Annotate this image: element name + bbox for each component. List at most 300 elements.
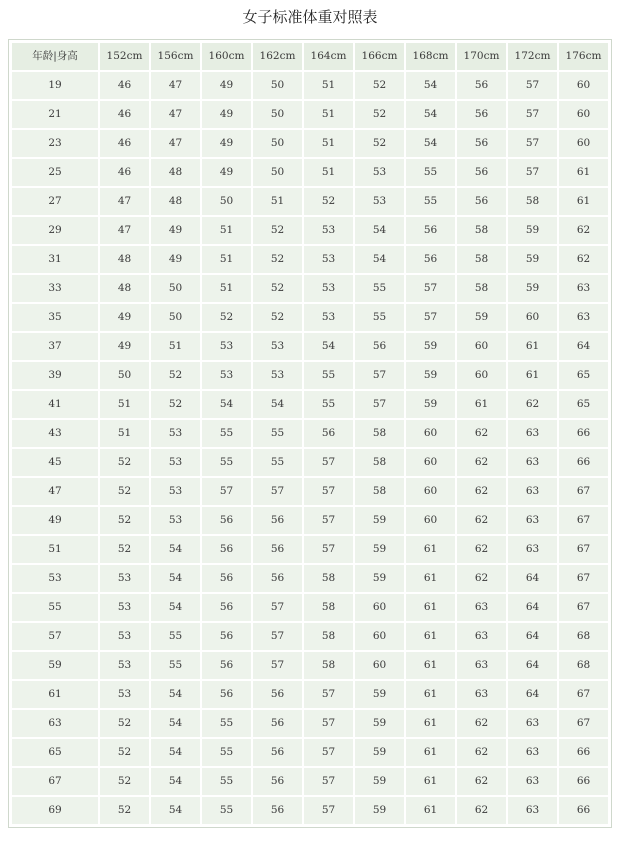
weight-cell: 53	[151, 478, 200, 505]
weight-cell: 62	[457, 449, 506, 476]
weight-cell: 62	[508, 391, 557, 418]
weight-cell: 59	[355, 565, 404, 592]
weight-cell: 60	[559, 101, 608, 128]
weight-cell: 60	[355, 652, 404, 679]
column-header: 172cm	[508, 43, 557, 70]
weight-cell: 55	[202, 449, 251, 476]
age-cell: 47	[12, 478, 98, 505]
table-row	[12, 304, 608, 331]
weight-cell: 51	[100, 391, 149, 418]
weight-cell: 49	[151, 246, 200, 273]
weight-cell: 48	[151, 159, 200, 186]
age-cell: 63	[12, 710, 98, 737]
weight-cell: 63	[508, 507, 557, 534]
table-row	[12, 333, 608, 360]
weight-cell: 56	[253, 681, 302, 708]
weight-cell: 55	[202, 768, 251, 795]
weight-cell: 58	[304, 652, 353, 679]
table-row	[12, 710, 608, 737]
column-header: 152cm	[100, 43, 149, 70]
age-cell: 65	[12, 739, 98, 766]
weight-cell: 61	[406, 565, 455, 592]
weight-cell: 62	[559, 246, 608, 273]
weight-cell: 63	[457, 681, 506, 708]
weight-cell: 52	[100, 536, 149, 563]
weight-cell: 57	[304, 739, 353, 766]
age-cell: 43	[12, 420, 98, 447]
weight-cell: 57	[304, 478, 353, 505]
weight-cell: 63	[508, 739, 557, 766]
age-cell: 45	[12, 449, 98, 476]
weight-cell: 56	[457, 130, 506, 157]
column-header: 176cm	[559, 43, 608, 70]
weight-cell: 54	[151, 594, 200, 621]
weight-cell: 57	[253, 652, 302, 679]
weight-cell: 57	[253, 594, 302, 621]
weight-cell: 52	[100, 797, 149, 824]
table-row	[12, 391, 608, 418]
weight-cell: 63	[457, 623, 506, 650]
weight-cell: 50	[100, 362, 149, 389]
weight-cell: 55	[151, 652, 200, 679]
weight-cell: 66	[559, 739, 608, 766]
weight-cell: 67	[559, 681, 608, 708]
weight-cell: 56	[253, 565, 302, 592]
weight-cell: 56	[406, 246, 455, 273]
weight-cell: 67	[559, 710, 608, 737]
weight-table	[10, 41, 610, 826]
weight-cell: 52	[100, 739, 149, 766]
weight-cell: 61	[559, 188, 608, 215]
weight-cell: 57	[253, 478, 302, 505]
weight-cell: 56	[253, 536, 302, 563]
weight-cell: 63	[559, 275, 608, 302]
weight-cell: 62	[457, 536, 506, 563]
table-row	[12, 275, 608, 302]
weight-cell: 59	[508, 217, 557, 244]
weight-cell: 58	[508, 188, 557, 215]
weight-cell: 67	[559, 594, 608, 621]
weight-cell: 60	[559, 130, 608, 157]
weight-cell: 50	[253, 72, 302, 99]
weight-cell: 59	[355, 507, 404, 534]
weight-cell: 66	[559, 797, 608, 824]
weight-cell: 56	[304, 420, 353, 447]
weight-cell: 60	[406, 478, 455, 505]
weight-cell: 54	[151, 681, 200, 708]
age-cell: 25	[12, 159, 98, 186]
weight-cell: 67	[559, 507, 608, 534]
weight-cell: 60	[559, 72, 608, 99]
age-cell: 53	[12, 565, 98, 592]
weight-cell: 62	[559, 217, 608, 244]
weight-cell: 46	[100, 101, 149, 128]
weight-cell: 55	[202, 710, 251, 737]
age-cell: 27	[12, 188, 98, 215]
weight-cell: 51	[304, 159, 353, 186]
age-cell: 31	[12, 246, 98, 273]
weight-cell: 53	[100, 623, 149, 650]
weight-cell: 62	[457, 768, 506, 795]
weight-cell: 51	[253, 188, 302, 215]
weight-cell: 56	[457, 159, 506, 186]
weight-cell: 56	[253, 739, 302, 766]
weight-cell: 57	[355, 362, 404, 389]
weight-cell: 57	[406, 304, 455, 331]
table-row	[12, 449, 608, 476]
weight-cell: 53	[202, 333, 251, 360]
age-cell: 21	[12, 101, 98, 128]
age-cell: 33	[12, 275, 98, 302]
weight-cell: 54	[406, 101, 455, 128]
weight-cell: 64	[508, 681, 557, 708]
header-age-height: 年龄|身高	[12, 43, 98, 70]
table-body	[12, 72, 608, 824]
weight-cell: 60	[406, 449, 455, 476]
weight-cell: 55	[202, 420, 251, 447]
weight-cell: 46	[100, 159, 149, 186]
weight-cell: 54	[304, 333, 353, 360]
table-row	[12, 565, 608, 592]
weight-cell: 56	[202, 507, 251, 534]
weight-cell: 53	[100, 565, 149, 592]
weight-cell: 51	[304, 72, 353, 99]
weight-cell: 54	[151, 768, 200, 795]
weight-cell: 55	[406, 159, 455, 186]
age-cell: 57	[12, 623, 98, 650]
column-header: 170cm	[457, 43, 506, 70]
weight-cell: 58	[457, 275, 506, 302]
weight-cell: 67	[559, 478, 608, 505]
weight-cell: 57	[304, 768, 353, 795]
weight-cell: 56	[202, 623, 251, 650]
weight-cell: 60	[406, 420, 455, 447]
weight-cell: 49	[151, 217, 200, 244]
weight-cell: 61	[559, 159, 608, 186]
weight-cell: 54	[151, 739, 200, 766]
weight-cell: 56	[355, 333, 404, 360]
table-row	[12, 768, 608, 795]
weight-cell: 66	[559, 768, 608, 795]
weight-cell: 51	[304, 101, 353, 128]
weight-cell: 59	[355, 681, 404, 708]
weight-cell: 54	[151, 710, 200, 737]
weight-cell: 52	[100, 449, 149, 476]
weight-cell: 63	[508, 710, 557, 737]
weight-cell: 64	[559, 333, 608, 360]
weight-cell: 62	[457, 478, 506, 505]
weight-cell: 47	[100, 217, 149, 244]
weight-cell: 49	[202, 130, 251, 157]
weight-cell: 64	[508, 565, 557, 592]
weight-cell: 61	[508, 362, 557, 389]
weight-cell: 56	[253, 507, 302, 534]
weight-cell: 49	[202, 101, 251, 128]
table-row	[12, 594, 608, 621]
weight-cell: 50	[253, 101, 302, 128]
weight-cell: 59	[457, 304, 506, 331]
weight-cell: 47	[151, 130, 200, 157]
weight-cell: 58	[457, 217, 506, 244]
weight-cell: 57	[253, 623, 302, 650]
weight-cell: 53	[355, 159, 404, 186]
weight-cell: 55	[304, 391, 353, 418]
weight-cell: 53	[151, 507, 200, 534]
weight-cell: 56	[457, 188, 506, 215]
column-header: 160cm	[202, 43, 251, 70]
weight-table-container	[8, 39, 612, 828]
weight-cell: 61	[406, 536, 455, 563]
weight-cell: 50	[253, 130, 302, 157]
weight-cell: 48	[151, 188, 200, 215]
weight-cell: 54	[355, 246, 404, 273]
weight-cell: 54	[406, 72, 455, 99]
weight-cell: 59	[355, 536, 404, 563]
weight-cell: 53	[304, 275, 353, 302]
weight-cell: 59	[355, 768, 404, 795]
weight-cell: 54	[202, 391, 251, 418]
weight-cell: 56	[253, 710, 302, 737]
table-row	[12, 536, 608, 563]
weight-cell: 52	[253, 246, 302, 273]
weight-cell: 58	[457, 246, 506, 273]
weight-cell: 63	[457, 594, 506, 621]
weight-cell: 63	[508, 768, 557, 795]
weight-cell: 53	[100, 652, 149, 679]
weight-cell: 62	[457, 507, 506, 534]
weight-cell: 62	[457, 739, 506, 766]
weight-cell: 55	[406, 188, 455, 215]
weight-cell: 57	[304, 681, 353, 708]
weight-cell: 55	[253, 449, 302, 476]
weight-cell: 47	[100, 188, 149, 215]
age-cell: 23	[12, 130, 98, 157]
weight-cell: 61	[406, 652, 455, 679]
weight-cell: 54	[151, 536, 200, 563]
weight-cell: 53	[355, 188, 404, 215]
weight-cell: 62	[457, 565, 506, 592]
weight-cell: 50	[253, 159, 302, 186]
weight-cell: 58	[355, 420, 404, 447]
weight-cell: 68	[559, 623, 608, 650]
weight-cell: 61	[457, 391, 506, 418]
weight-cell: 52	[253, 304, 302, 331]
weight-cell: 52	[355, 130, 404, 157]
weight-cell: 59	[508, 246, 557, 273]
weight-cell: 59	[355, 739, 404, 766]
weight-cell: 51	[202, 246, 251, 273]
weight-cell: 57	[508, 72, 557, 99]
weight-cell: 49	[100, 304, 149, 331]
table-row	[12, 246, 608, 273]
age-cell: 37	[12, 333, 98, 360]
weight-cell: 46	[100, 130, 149, 157]
column-header: 156cm	[151, 43, 200, 70]
weight-cell: 53	[151, 420, 200, 447]
weight-cell: 54	[355, 217, 404, 244]
table-row	[12, 188, 608, 215]
weight-cell: 61	[406, 739, 455, 766]
weight-cell: 59	[355, 710, 404, 737]
weight-cell: 58	[355, 478, 404, 505]
weight-cell: 50	[202, 188, 251, 215]
weight-cell: 55	[151, 623, 200, 650]
weight-cell: 53	[253, 362, 302, 389]
weight-cell: 59	[508, 275, 557, 302]
weight-cell: 50	[151, 275, 200, 302]
weight-cell: 48	[100, 275, 149, 302]
table-row	[12, 420, 608, 447]
age-cell: 67	[12, 768, 98, 795]
weight-cell: 53	[202, 362, 251, 389]
weight-cell: 68	[559, 652, 608, 679]
weight-cell: 62	[457, 710, 506, 737]
column-header: 168cm	[406, 43, 455, 70]
weight-cell: 55	[355, 304, 404, 331]
weight-cell: 58	[355, 449, 404, 476]
table-row	[12, 623, 608, 650]
age-cell: 59	[12, 652, 98, 679]
weight-cell: 56	[457, 72, 506, 99]
weight-cell: 57	[202, 478, 251, 505]
age-cell: 41	[12, 391, 98, 418]
weight-cell: 56	[202, 536, 251, 563]
weight-cell: 53	[151, 449, 200, 476]
weight-cell: 51	[100, 420, 149, 447]
weight-cell: 63	[508, 536, 557, 563]
weight-cell: 61	[406, 768, 455, 795]
weight-cell: 52	[304, 188, 353, 215]
weight-cell: 67	[559, 565, 608, 592]
weight-cell: 49	[202, 72, 251, 99]
weight-cell: 66	[559, 449, 608, 476]
age-cell: 35	[12, 304, 98, 331]
age-cell: 61	[12, 681, 98, 708]
weight-cell: 51	[202, 275, 251, 302]
weight-cell: 52	[151, 391, 200, 418]
weight-cell: 56	[253, 768, 302, 795]
weight-cell: 50	[151, 304, 200, 331]
weight-cell: 56	[457, 101, 506, 128]
weight-cell: 65	[559, 362, 608, 389]
weight-cell: 63	[508, 478, 557, 505]
weight-cell: 55	[202, 797, 251, 824]
table-row	[12, 478, 608, 505]
weight-cell: 59	[406, 391, 455, 418]
weight-cell: 62	[457, 420, 506, 447]
weight-cell: 67	[559, 536, 608, 563]
weight-cell: 57	[355, 391, 404, 418]
weight-cell: 48	[100, 246, 149, 273]
weight-cell: 52	[355, 101, 404, 128]
weight-cell: 63	[508, 797, 557, 824]
weight-cell: 64	[508, 594, 557, 621]
weight-cell: 57	[304, 797, 353, 824]
weight-cell: 54	[253, 391, 302, 418]
weight-cell: 49	[100, 333, 149, 360]
age-cell: 55	[12, 594, 98, 621]
weight-cell: 57	[304, 536, 353, 563]
weight-cell: 57	[304, 449, 353, 476]
weight-cell: 58	[304, 594, 353, 621]
weight-cell: 63	[508, 420, 557, 447]
weight-cell: 61	[508, 333, 557, 360]
table-row	[12, 72, 608, 99]
age-cell: 51	[12, 536, 98, 563]
age-cell: 69	[12, 797, 98, 824]
weight-cell: 51	[151, 333, 200, 360]
weight-cell: 60	[457, 362, 506, 389]
weight-cell: 58	[304, 623, 353, 650]
weight-cell: 60	[355, 623, 404, 650]
table-row	[12, 739, 608, 766]
weight-cell: 49	[202, 159, 251, 186]
weight-cell: 52	[100, 710, 149, 737]
weight-cell: 52	[100, 478, 149, 505]
weight-cell: 54	[406, 130, 455, 157]
page-title: 女子标准体重对照表	[242, 8, 378, 26]
table-row	[12, 159, 608, 186]
table-row	[12, 797, 608, 824]
weight-cell: 57	[508, 101, 557, 128]
weight-cell: 61	[406, 594, 455, 621]
table-row	[12, 130, 608, 157]
weight-cell: 51	[202, 217, 251, 244]
weight-cell: 64	[508, 623, 557, 650]
weight-cell: 54	[151, 797, 200, 824]
weight-cell: 63	[457, 652, 506, 679]
weight-cell: 52	[355, 72, 404, 99]
weight-cell: 53	[304, 304, 353, 331]
table-header-row	[12, 43, 608, 70]
weight-cell: 55	[202, 739, 251, 766]
weight-cell: 59	[406, 362, 455, 389]
weight-cell: 58	[304, 565, 353, 592]
age-cell: 49	[12, 507, 98, 534]
weight-cell: 57	[508, 159, 557, 186]
weight-cell: 61	[406, 623, 455, 650]
weight-cell: 59	[406, 333, 455, 360]
age-cell: 29	[12, 217, 98, 244]
weight-cell: 53	[304, 217, 353, 244]
weight-cell: 52	[100, 768, 149, 795]
weight-cell: 60	[508, 304, 557, 331]
weight-cell: 63	[559, 304, 608, 331]
weight-cell: 56	[202, 652, 251, 679]
weight-cell: 56	[406, 217, 455, 244]
weight-cell: 65	[559, 391, 608, 418]
weight-cell: 57	[304, 507, 353, 534]
weight-cell: 55	[253, 420, 302, 447]
weight-cell: 64	[508, 652, 557, 679]
weight-cell: 52	[253, 275, 302, 302]
weight-cell: 57	[406, 275, 455, 302]
weight-cell: 63	[508, 449, 557, 476]
weight-cell: 47	[151, 72, 200, 99]
table-row	[12, 217, 608, 244]
weight-cell: 57	[508, 130, 557, 157]
table-row	[12, 507, 608, 534]
weight-cell: 66	[559, 420, 608, 447]
weight-cell: 62	[457, 797, 506, 824]
weight-cell: 59	[355, 797, 404, 824]
weight-cell: 57	[304, 710, 353, 737]
table-row	[12, 362, 608, 389]
weight-cell: 52	[100, 507, 149, 534]
weight-cell: 56	[253, 797, 302, 824]
weight-cell: 52	[202, 304, 251, 331]
weight-cell: 52	[151, 362, 200, 389]
